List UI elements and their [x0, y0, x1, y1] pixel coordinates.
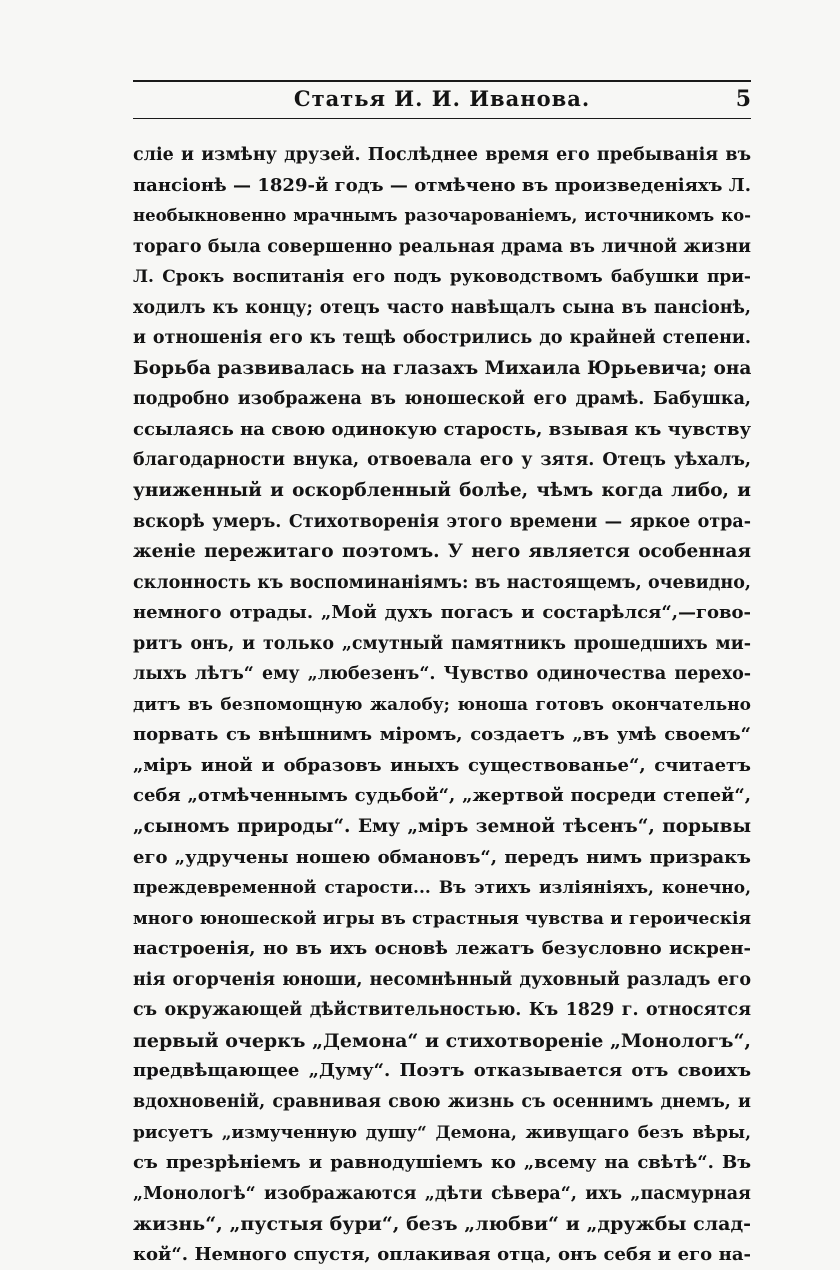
- text-line: Л. Срокъ воспитанiя его подъ руководствомъ бабушки при-: [133, 267, 751, 288]
- text-line: порвать съ внѣшнимъ мiромъ, создаетъ „въ умѣ своемъ“: [133, 724, 751, 746]
- text-line: съ окружающей дѣйствительностью. Къ 1829 г. относятся: [133, 1000, 751, 1021]
- text-line: первый очеркъ „Демона“ и стихотворенiе „Монологъ“,: [133, 1029, 751, 1052]
- text-line: благодарности внука, отвоевала его у зятя. Отецъ уѣхалъ,: [133, 450, 751, 471]
- running-header: [133, 84, 751, 114]
- text-line: настроенiя, но въ ихъ основѣ лежатъ безусловно искрен-: [133, 938, 751, 960]
- text-line: Борьба развивалась на глазахъ Михаила Юрьевича; она: [133, 357, 751, 379]
- text-line: много юношеской игры въ страстныя чувства и героическiя: [133, 908, 751, 929]
- text-line: кой“. Немного спустя, оплакивая отца, онъ себя и его на-: [133, 1243, 751, 1265]
- text-line: „мiръ иной и образовъ иныхъ существованье“, считаетъ: [133, 754, 751, 776]
- text-line: ссылаясь на свою одинокую старость, взывая къ чувству: [133, 418, 751, 440]
- text-line: слiе и измѣну друзей. Послѣднее время его пребыванiя въ: [133, 145, 751, 165]
- text-line: нiя огорченiя юноши, несомнѣнный духовный разладъ его: [133, 969, 751, 990]
- text-line: униженный и оскорбленный болѣе, чѣмъ когда либо, и: [133, 480, 751, 502]
- text-line: пансiонѣ — 1829-й годъ — отмѣчено въ произведенiяхъ Л.: [133, 174, 751, 196]
- text-line: и отношенiя его къ тещѣ обострились до крайней степени.: [133, 328, 751, 349]
- text-line: ходилъ къ концу; отецъ часто навѣщалъ сына въ пансiонѣ,: [133, 297, 751, 318]
- page-number: 5: [735, 86, 751, 112]
- text-line: женiе пережитаго поэтомъ. У него является особенная: [133, 541, 751, 563]
- text-line: немного отрады. „Мой духъ погасъ и состарѣлся“,—гово-: [133, 602, 751, 624]
- text-line: преждевременной старости... Въ этихъ излiянiяхъ, конечно,: [133, 878, 751, 899]
- header-bottom-rule: [133, 118, 751, 119]
- text-line: жизнь“, „пустыя бури“, безъ „любви“ и „дружбы слад-: [133, 1213, 751, 1236]
- text-line: рисуетъ „измученную душу“ Демона, живущаго безъ вѣры,: [133, 1122, 751, 1143]
- running-title: Статья И. И. Иванова.: [293, 86, 591, 111]
- text-line: его „удручены ношею обмановъ“, передъ нимъ призракъ: [133, 846, 751, 868]
- text-line: предвѣщающее „Думу“. Поэтъ отказывается отъ своихъ: [133, 1060, 751, 1082]
- text-line: себя „отмѣченнымъ судьбой“, „жертвой посреди степей“,: [133, 785, 751, 807]
- text-line: „сыномъ природы“. Ему „мiръ земной тѣсенъ“, порывы: [133, 816, 751, 838]
- text-line: тораго была совершенно реальная драма въ личной жизни: [133, 236, 751, 257]
- text-line: подробно изображена въ юношеской его драмѣ. Бабушка,: [133, 389, 751, 410]
- text-line: склонность къ воспоминанiямъ: въ настоящемъ, очевидно,: [133, 572, 751, 593]
- text-line: необыкновенно мрачнымъ разочарованiемъ, источникомъ ко-: [133, 206, 751, 226]
- text-line: „Монологѣ“ изображаются „дѣти сѣвера“, ихъ „пасмурная: [133, 1183, 751, 1204]
- text-line: съ презрѣнiемъ и равнодушiемъ ко „всему на свѣтѣ“. Въ: [133, 1152, 751, 1174]
- text-line: дитъ въ безпомощную жалобу; юноша готовъ окончательно: [133, 694, 751, 715]
- text-line: лыхъ лѣтъ“ ему „любезенъ“. Чувство одиночества перехо-: [133, 664, 751, 685]
- text-line: вдохновенiй, сравнивая свою жизнь съ осеннимъ днемъ, и: [133, 1091, 751, 1112]
- header-top-rule: [133, 80, 751, 82]
- text-line: ритъ онъ, и только „смутный памятникъ прошедшихъ ми-: [133, 633, 751, 654]
- body-text: [133, 140, 751, 1270]
- text-line: вскорѣ умеръ. Стихотворенiя этого времени — яркое отра-: [133, 511, 751, 532]
